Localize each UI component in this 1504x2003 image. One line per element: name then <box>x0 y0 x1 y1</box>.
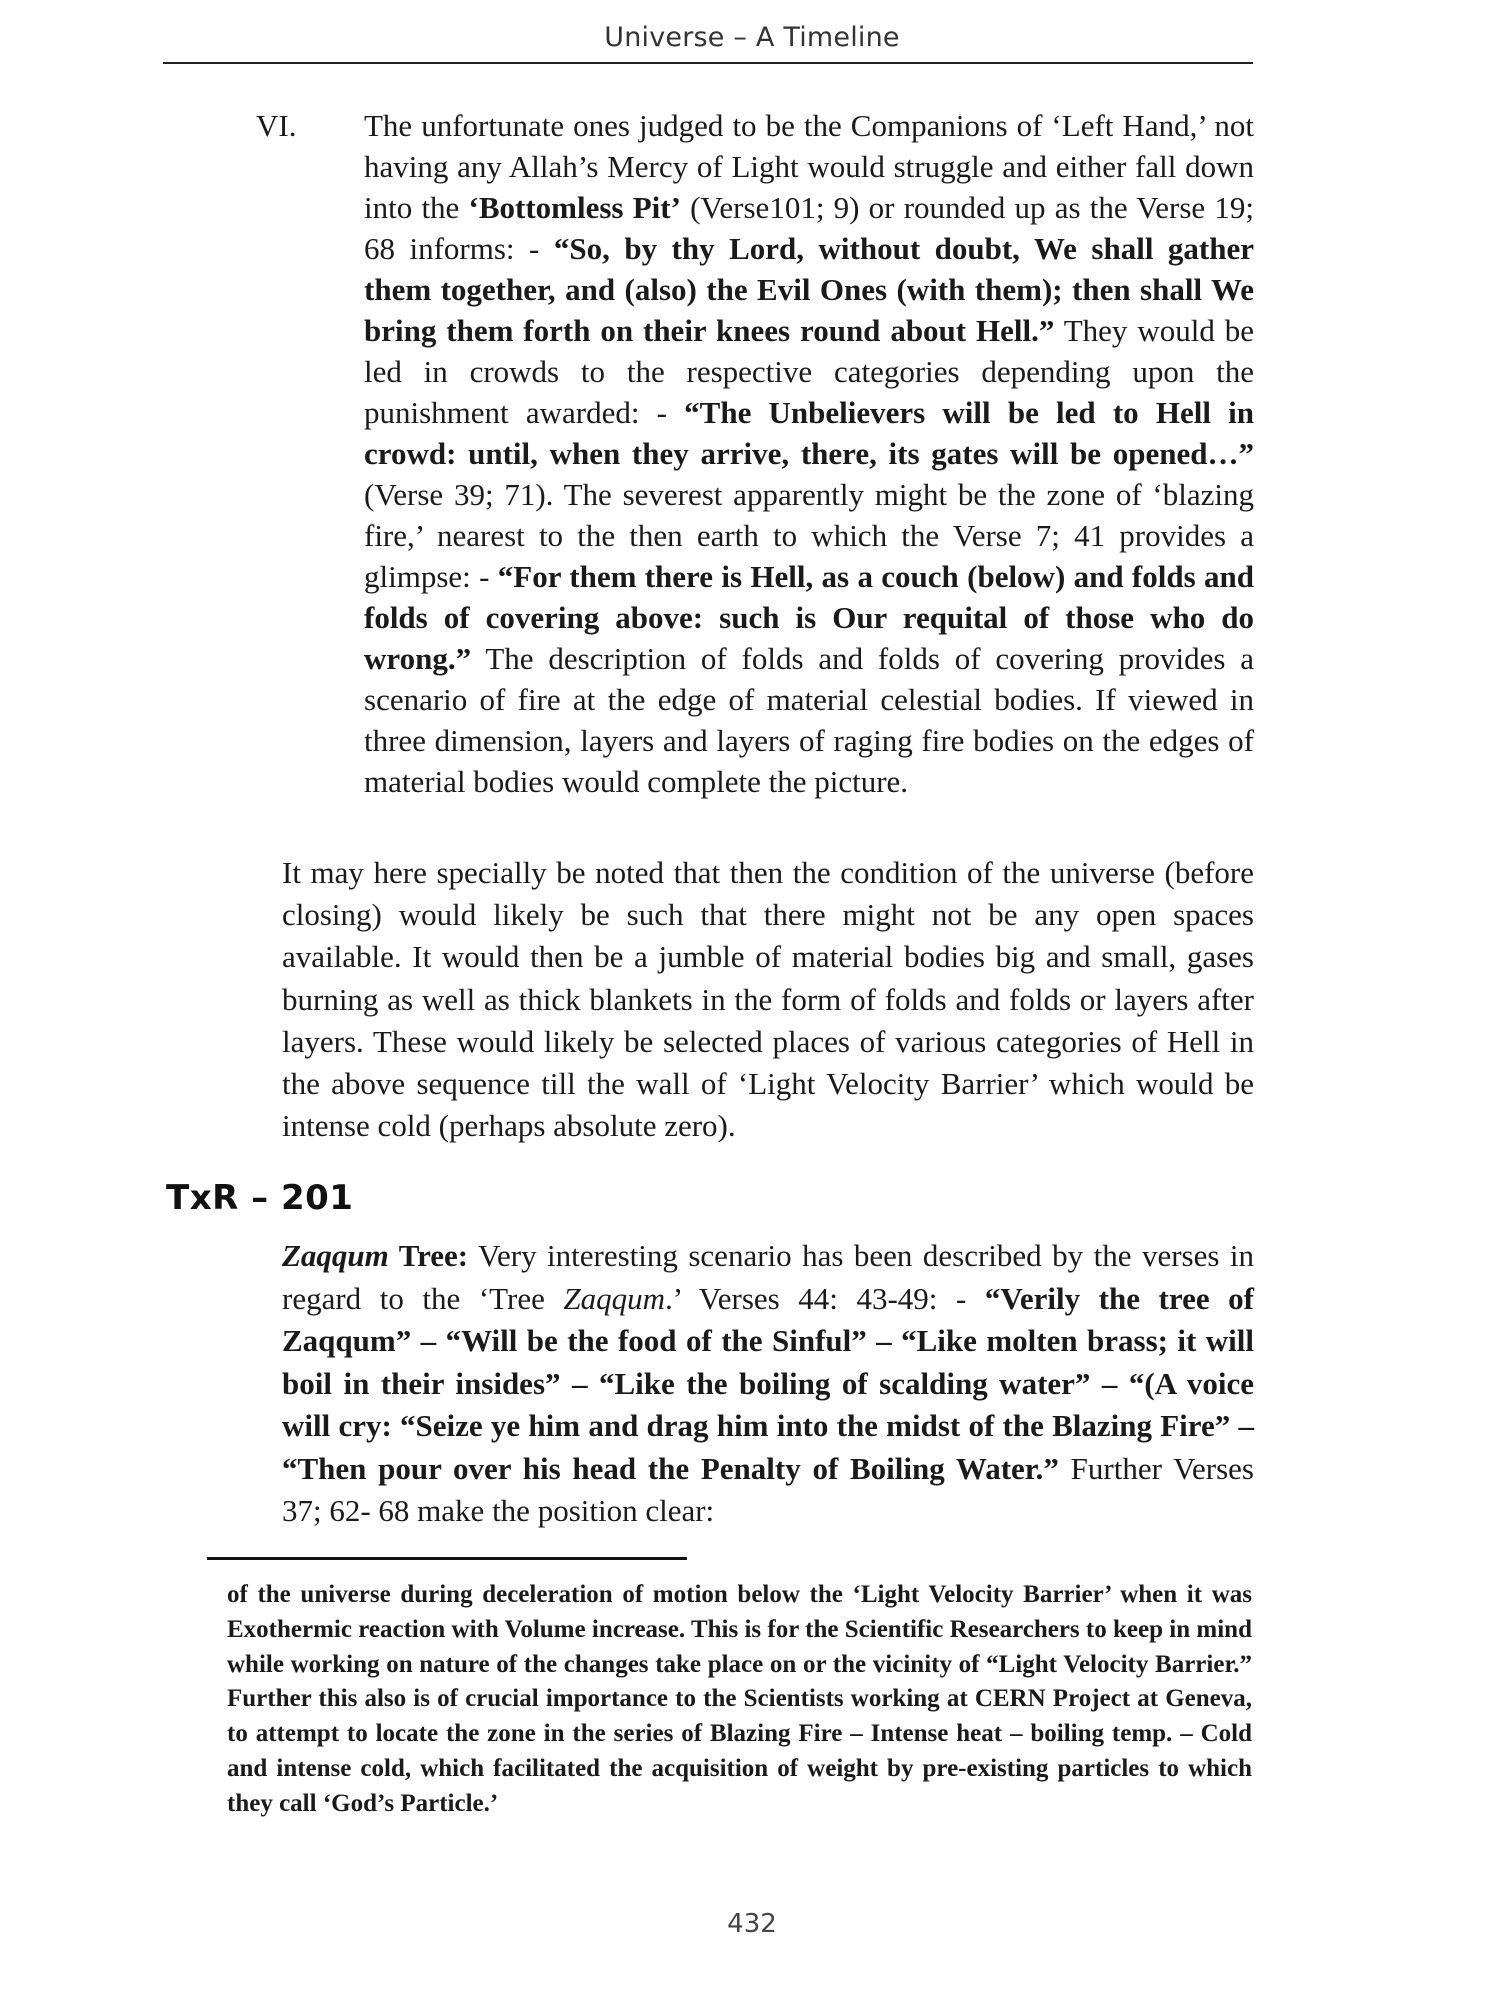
item-vi-quote-2: “The Unbelievers will be led to Hell in crowd: until, when they arrive, there, its gates will be opened…” <box>364 395 1254 471</box>
list-item-numeral: VI. <box>256 108 297 143</box>
item-vi-text-2: (Verse101; 9) or rounded up as the Verse 19; 68 informs: - <box>364 190 1254 266</box>
para-2-quote: “Verily the tree of Zaqqum” – “Will be the food of the Sinful” – “Like molten brass; it will boil in their insides” – “Like the boiling of scalding water” – “(A voice will cry: “Seize ye him and drag him into the midst of the Blazing Fire” – “Then pour over his head the Penalty of Boiling Water.” <box>282 1280 1254 1486</box>
term-zaqqum: Zaqqum <box>282 1238 389 1273</box>
para-2-text-1: Very interesting scenario has been described by the verses in regard to the ‘Tree <box>282 1238 1254 1316</box>
item-vi-bold-1: ‘Bottomless Pit’ <box>468 190 681 225</box>
body-paragraph-1: It may here specially be noted that then the condition of the universe (before closing) would likely be such that there might not be any open spaces available. It would then be a jumble of material bodies big and small, gases burning as well as thick blankets in the form of folds and folds or layers after layers. These would likely be selected places of various categories of Hell in the above sequence till the wall of ‘Light Velocity Barrier’ which would be intense cold (perhaps absolute zero). <box>282 855 1254 1144</box>
item-vi-text-4: (Verse 39; 71). The severest apparently might be the zone of ‘blazing fire,’ nearest to the then earth to which the Verse 7; 41 provides a glimpse: - <box>364 477 1254 594</box>
header-rule <box>163 62 1253 64</box>
item-vi-text-5: The description of folds and folds of covering provides a scenario of fire at the edge of material celestial bodies. If viewed in three dimension, layers and layers of raging fire bodies on the edges of material bodies would complete the picture. <box>364 641 1254 799</box>
section-heading: TxR – 201 <box>166 1178 354 1218</box>
item-vi-quote-1: “So, by thy Lord, without doubt, We shall gather them together, and (also) the Evil Ones (with them); then shall We bring them forth on their knees round about Hell.” <box>364 231 1254 348</box>
para-2-text-3: Further Verses 37; 62- 68 make the position clear: <box>282 1450 1254 1528</box>
item-vi-text-3: They would be led in crowds to the respective categories depending upon the punishment awarded: - <box>364 313 1254 430</box>
running-header: Universe – A Timeline <box>604 22 900 53</box>
item-vi-quote-3: “For them there is Hell, as a couch (below) and folds and folds of covering above: such is Our requital of those who do wrong.” <box>364 559 1254 676</box>
para-2-text-2: .’ Verses 44: 43-49: - <box>665 1280 985 1316</box>
footnote: of the universe during deceleration of motion below the ‘Light Velocity Barrier’ when it was Exothermic reaction with Volume increase. This is for the Scientific Researchers to keep in mind while working on nature of the changes take place on or the vicinity of “Light Velocity Barrier.” Further this also is of crucial importance to the Scientists working at CERN Project at Geneva, to attempt to locate the zone in the series of Blazing Fire – Intense heat – boiling temp. – Cold and intense cold, which facilitated the acquisition of weight by pre-existing particles to which they call ‘God’s Particle.’ <box>227 1581 1252 1817</box>
list-item-vi <box>256 105 1256 802</box>
term-zaqqum-inline: Zaqqum <box>563 1280 666 1316</box>
body-paragraph-2 <box>282 1235 1254 1533</box>
page-number: 432 <box>727 1909 777 1939</box>
item-vi-text-1: The unfortunate ones judged to be the Companions of ‘Left Hand,’ not having any Allah’s Mercy of Light would struggle and either fall down into the <box>364 108 1254 225</box>
footnote-rule <box>207 1557 687 1560</box>
list-item-body <box>364 105 1254 802</box>
term-tree-label: Tree: <box>388 1238 469 1273</box>
